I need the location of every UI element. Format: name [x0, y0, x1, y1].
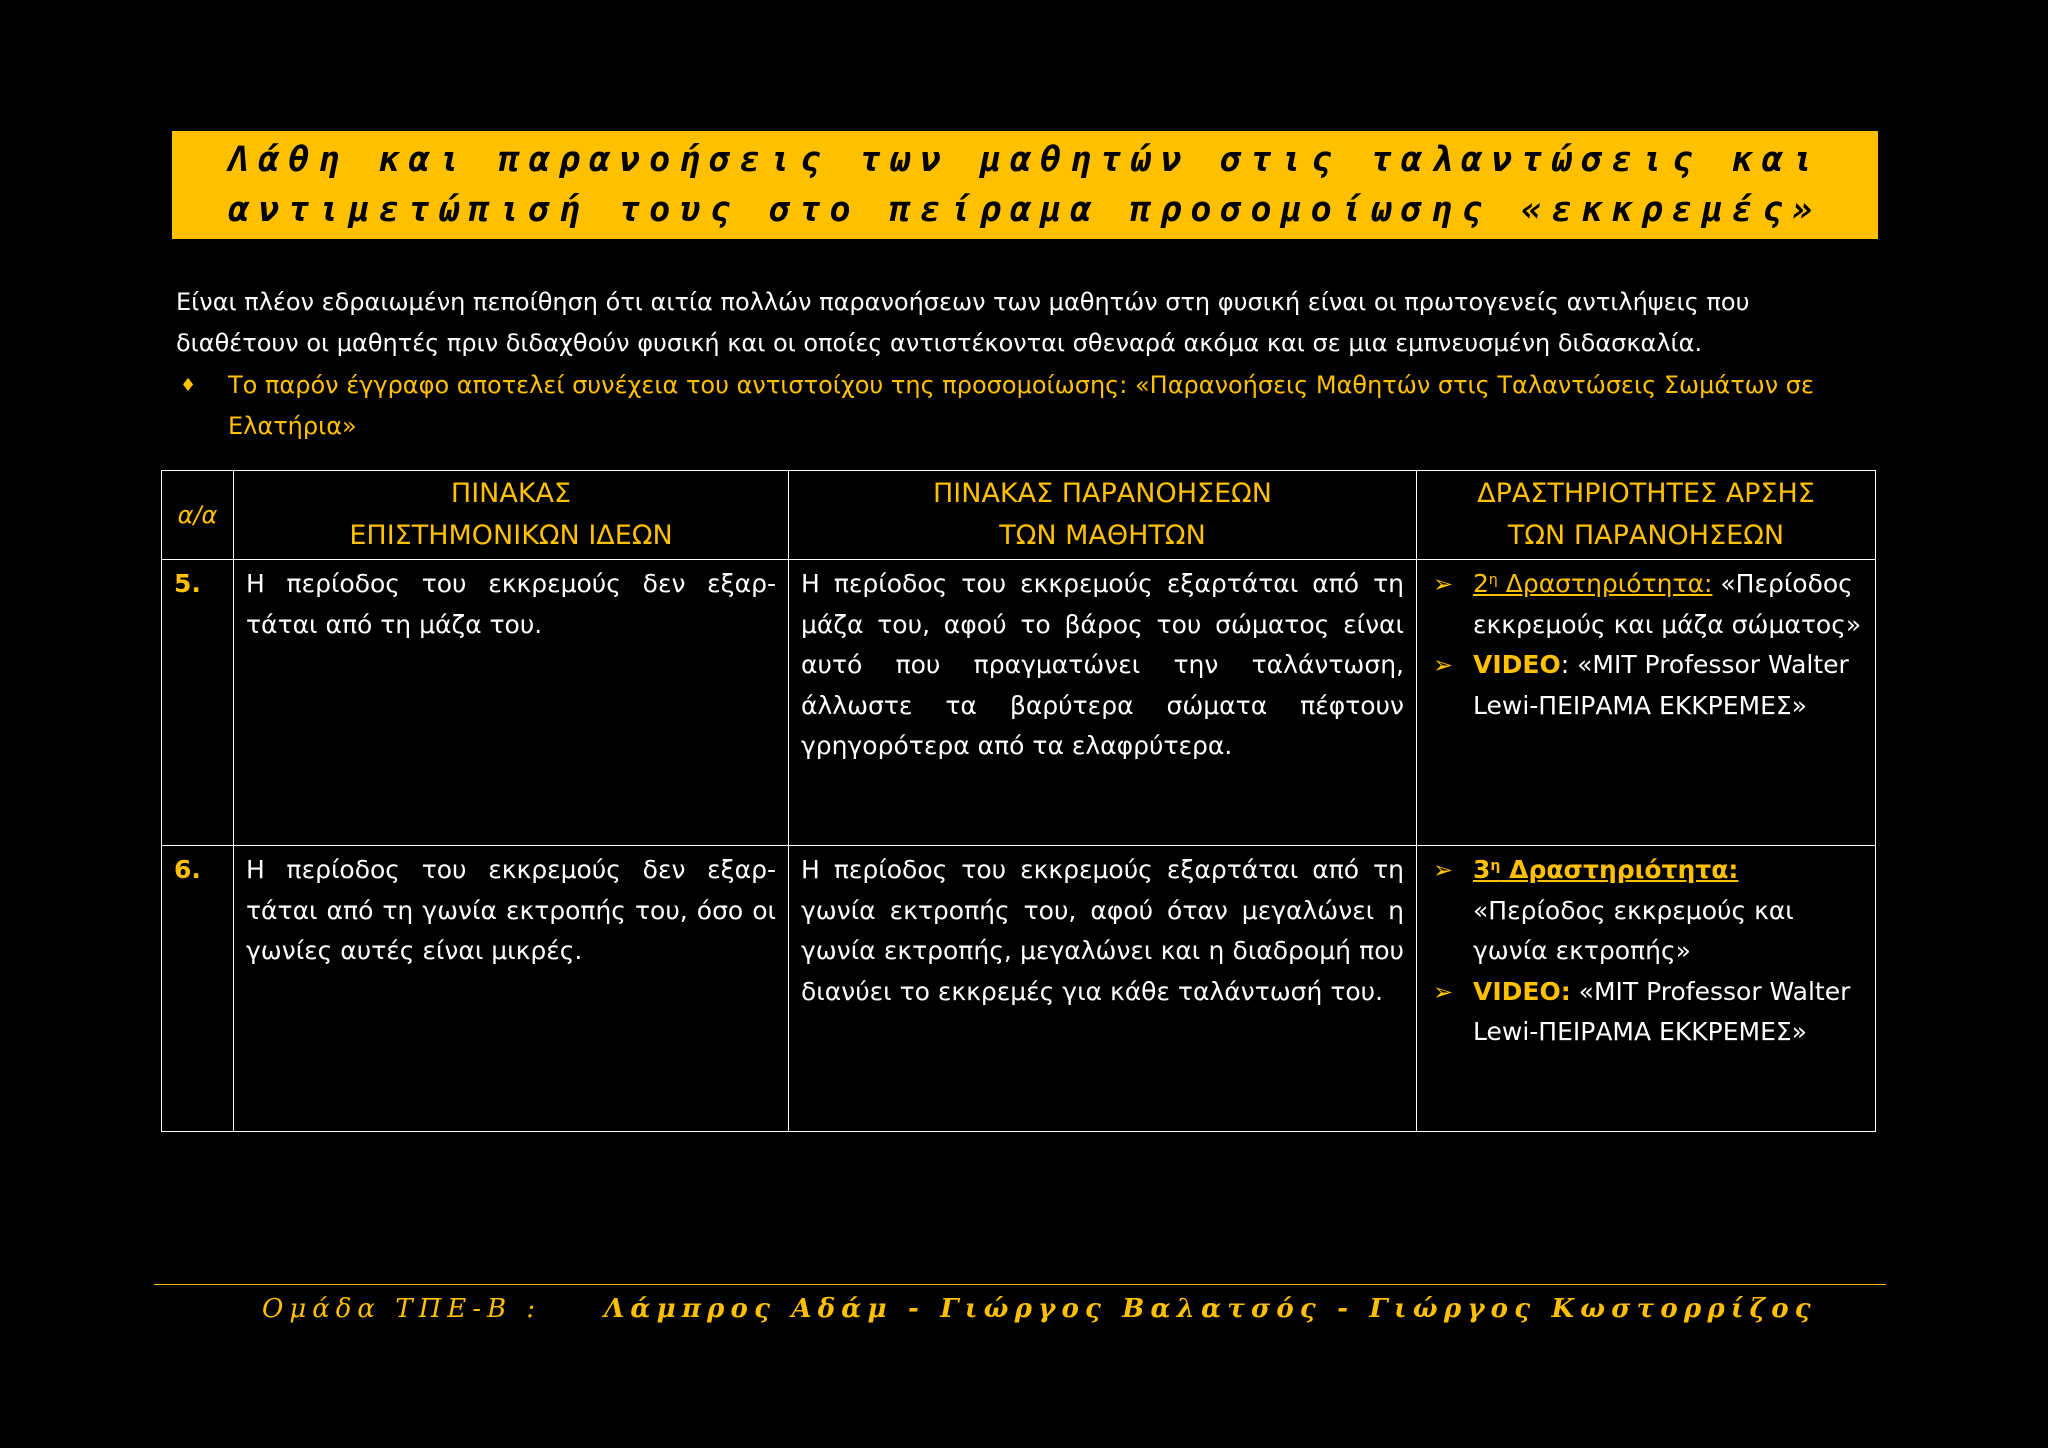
header-scientific-ideas	[234, 471, 789, 560]
activity-link[interactable]: $2^\eta$ Δραστηριότητα:	[1473, 569, 1713, 598]
header-misconceptions	[789, 471, 1417, 560]
video-description: «MIT Professor Walter Lewi-ΠΕΙΡΑΜΑ ΕΚΚΡΕΜΕΣ»	[1473, 976, 1851, 1046]
activity-link[interactable]: $3^\eta$ Δραστηριότητα:	[1473, 855, 1739, 884]
activity-item	[1429, 564, 1863, 645]
footer	[262, 1286, 1882, 1332]
scientific-idea-cell: Η περίοδος του εκκρεμούς δεν εξαρ- τάται από τη μάζα του.	[234, 560, 789, 846]
activities-cell	[1417, 560, 1876, 846]
video-item	[1429, 645, 1863, 726]
footer-team: Ομάδα ΤΠΕ-Β :	[262, 1294, 542, 1324]
continuation-note	[176, 365, 1876, 447]
header-scientific-line-1: ΠΙΝΑΚΑΣ	[450, 478, 572, 509]
misconception-cell: Η περίοδος του εκκρεμούς εξαρτάται από τη γωνία εκτροπής του, αφού όταν μεγαλώνει η γωνία εκτροπής, μεγαλώνει και η διαδρομή που διανύει το εκκρεμές για κάθε ταλάντωσή του.	[789, 846, 1417, 1132]
page-title	[172, 131, 1878, 239]
table-row	[162, 560, 1876, 846]
activity-item	[1429, 850, 1863, 972]
table-header-row	[162, 471, 1876, 560]
video-description: : «MIT Professor Walter Lewi-ΠΕΙΡΑΜΑ ΕΚΚΡΕΜΕΣ»	[1473, 650, 1849, 720]
row-number: 5.	[162, 560, 234, 846]
arrow-bullet-icon: ➢	[1433, 856, 1454, 884]
diamond-bullet-icon: ♦	[180, 375, 197, 396]
misconceptions-table	[161, 470, 1876, 1132]
header-scientific-line-2: ΕΠΙΣΤΗΜΟΝΙΚΩΝ ΙΔΕΩΝ	[349, 520, 673, 551]
continuation-note-text: Το παρόν έγγραφο αποτελεί συνέχεια του αντιστοίχου της προσομοίωσης: «Παρανοήσεις Μαθητών στις Ταλαντώσεις Σωμάτων σε Ελατήρια»	[228, 371, 1814, 440]
activity-description: «Περίοδος εκκρεμούς και μάζα σώματος»	[1473, 569, 1862, 639]
footer-divider	[154, 1284, 1886, 1285]
footer-authors: Λάμπρος Αδάμ - Γιώργος Βαλατσός - Γιώργος Κωστορρίζος	[604, 1294, 1817, 1324]
row-number: 6.	[162, 846, 234, 1132]
header-activities-line-1: ΔΡΑΣΤΗΡΙΟΤΗΤΕΣ ΑΡΣΗΣ	[1477, 478, 1815, 509]
arrow-bullet-icon: ➢	[1433, 977, 1454, 1006]
video-item	[1429, 972, 1863, 1053]
video-label[interactable]: VIDEO:	[1473, 976, 1571, 1006]
table-row	[162, 846, 1876, 1132]
arrow-bullet-icon: ➢	[1433, 570, 1454, 598]
header-activities	[1417, 471, 1876, 560]
header-misconceptions-line-1: ΠΙΝΑΚΑΣ ΠΑΡΑΝΟΗΣΕΩΝ	[933, 478, 1272, 509]
misconception-cell: Η περίοδος του εκκρεμούς εξαρτάται από τη μάζα του, αφού το βάρος του σώματος είναι αυτό που πραγματώνει την ταλάντωση, άλλωστε τα βαρύτερα σώματα πέφτουν γρηγορότερα από τα ελαφρύτερα.	[789, 560, 1417, 846]
header-activities-line-2: ΤΩΝ ΠΑΡΑΝΟΗΣΕΩΝ	[1507, 520, 1785, 551]
header-aa: α/α	[162, 471, 234, 560]
activity-description: «Περίοδος εκκρεμούς και γωνία εκτροπής»	[1473, 895, 1794, 965]
title-line-2: αντιμετώπισή τους στο πείραμα προσομοίωσης «εκκρεμές»	[228, 190, 1822, 230]
header-misconceptions-line-2: ΤΩΝ ΜΑΘΗΤΩΝ	[999, 520, 1206, 551]
video-label[interactable]: VIDEO	[1473, 650, 1561, 679]
activities-cell	[1417, 846, 1876, 1132]
title-line-1: Λάθη και παρανοήσεις των μαθητών στις ταλαντώσεις και	[228, 140, 1822, 180]
arrow-bullet-icon: ➢	[1433, 651, 1454, 679]
scientific-idea-cell: Η περίοδος του εκκρεμούς δεν εξαρ- τάται από τη γωνία εκτροπής του, όσο οι γωνίες αυτές είναι μικρές.	[234, 846, 789, 1132]
intro-paragraph: Είναι πλέον εδραιωμένη πεποίθηση ότι αιτία πολλών παρανοήσεων των μαθητών στη φυσική είναι οι πρωτογενείς αντιλήψεις που διαθέτουν οι μαθητές πριν διδαχθούν φυσική και οι οποίες αντιστέκονται σθεναρά ακόμα και σε μια εμπνευσμένη διδασκαλία.	[176, 288, 1750, 357]
